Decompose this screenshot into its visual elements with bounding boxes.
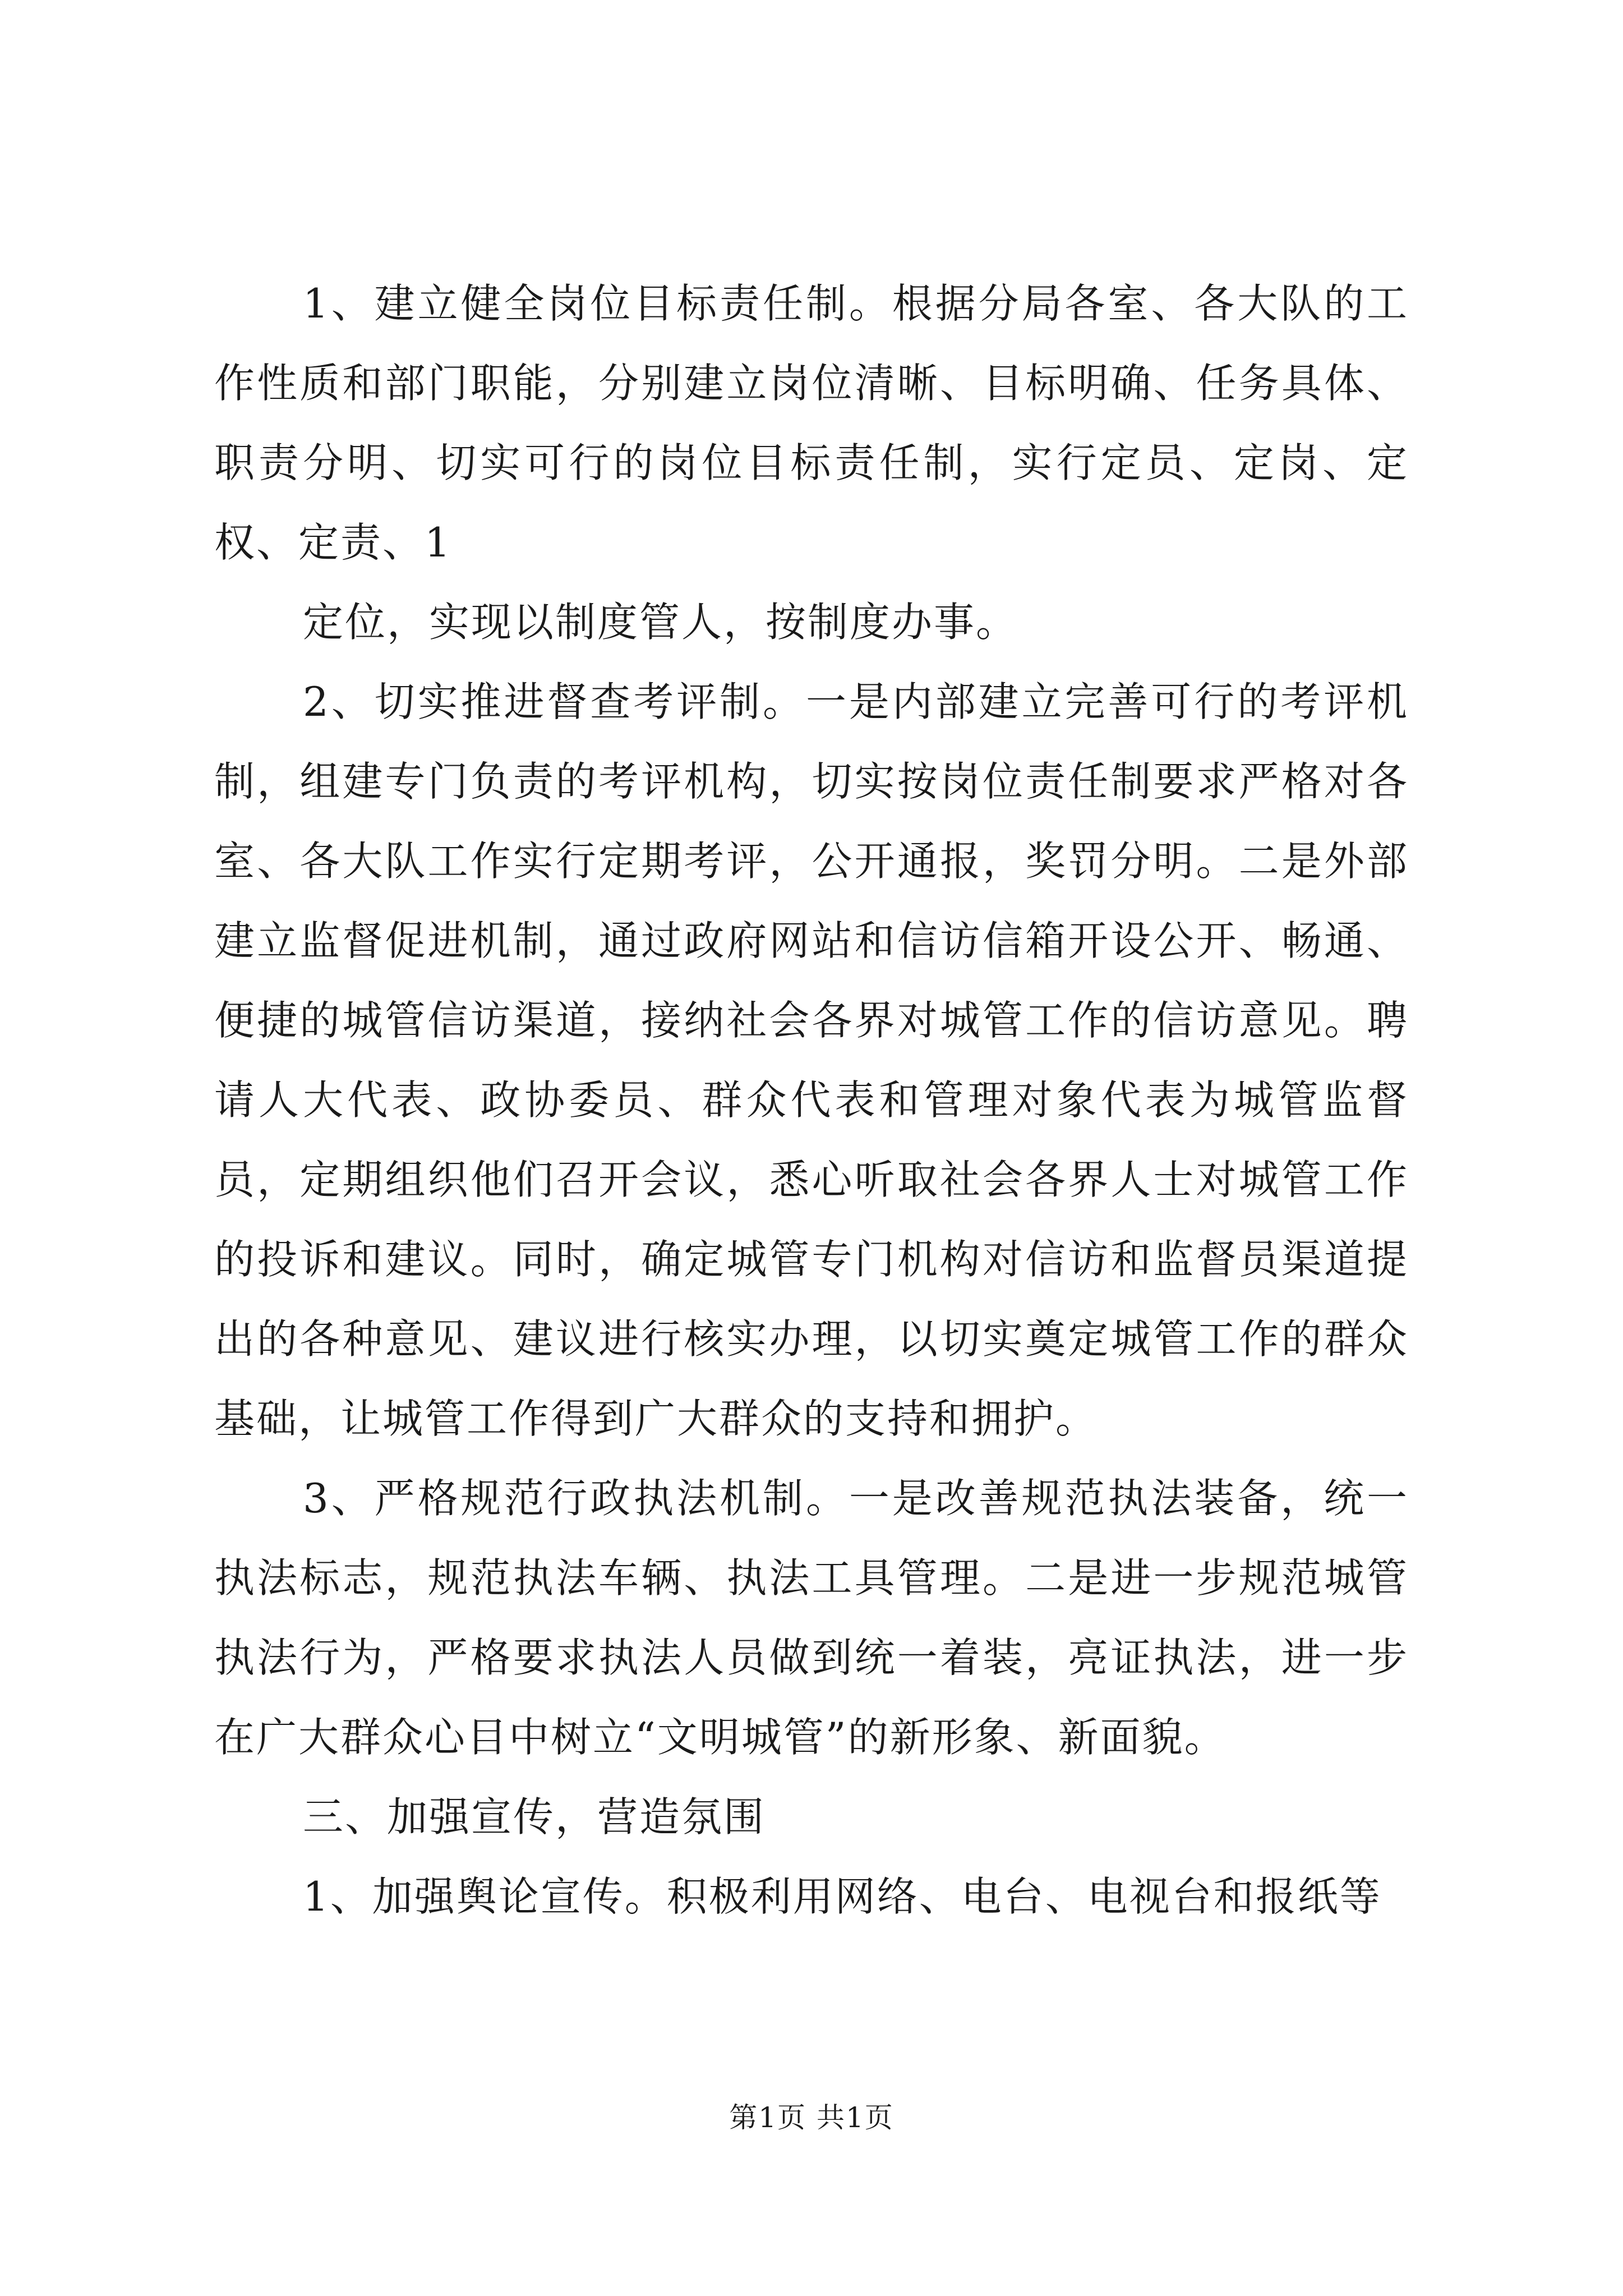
paragraph-media-publicity: 1、加强舆论宣传。积极利用网络、电台、电视台和报纸等 (303, 1873, 1382, 1920)
page-footer: 第1页 共1页 (729, 2101, 894, 2134)
paragraph-supervision-evaluation: 2、切实推进督查考评制。一是内部建立完善可行的考评机制，组建专门负责的考评机构，切实按岗位责任制要求严格对各室、各大队工作实行定期考评，公开通报，奖罚分明。二是外部建立监督促进机制，通过政府网站和信访信箱开设公开、畅通、便捷的城管信访渠道，接纳社会各界对城管工作的信访意见。聘请人大代表、政协委员、群众代表和管理对象代表为城管监督员，定期组织他们召开会议，悉心听取社会各界人士对城管工作的投诉和建议。同时，确定城管专门机构对信访和监督员渠道提出的各种意见、建议进行核实办理，以切实奠定城管工作的群众基础，让城管工作得到广大群众的支持和拥护。 (214, 678, 1409, 1442)
paragraph-positioning: 定位，实现以制度管人，按制度办事。 (303, 599, 1018, 646)
section-heading-publicity: 三、加强宣传，营造氛围 (303, 1793, 766, 1841)
paragraph-responsibility-system: 1、建立健全岗位目标责任制。根据分局各室、各大队的工作性质和部门职能，分别建立岗位清晰、目标明确、任务具体、职责分明、切实可行的岗位目标责任制，实行定员、定岗、定权、定责、1 (214, 280, 1409, 566)
document-body (214, 264, 1409, 1936)
paragraph-law-enforcement: 3、严格规范行政执法机制。一是改善规范执法装备，统一执法标志，规范执法车辆、执法工具管理。二是进一步规范城管执法行为，严格要求执法人员做到统一着装，亮证执法，进一步在广大群众心目中树立“文明城管”的新形象、新面貌。 (214, 1475, 1409, 1761)
